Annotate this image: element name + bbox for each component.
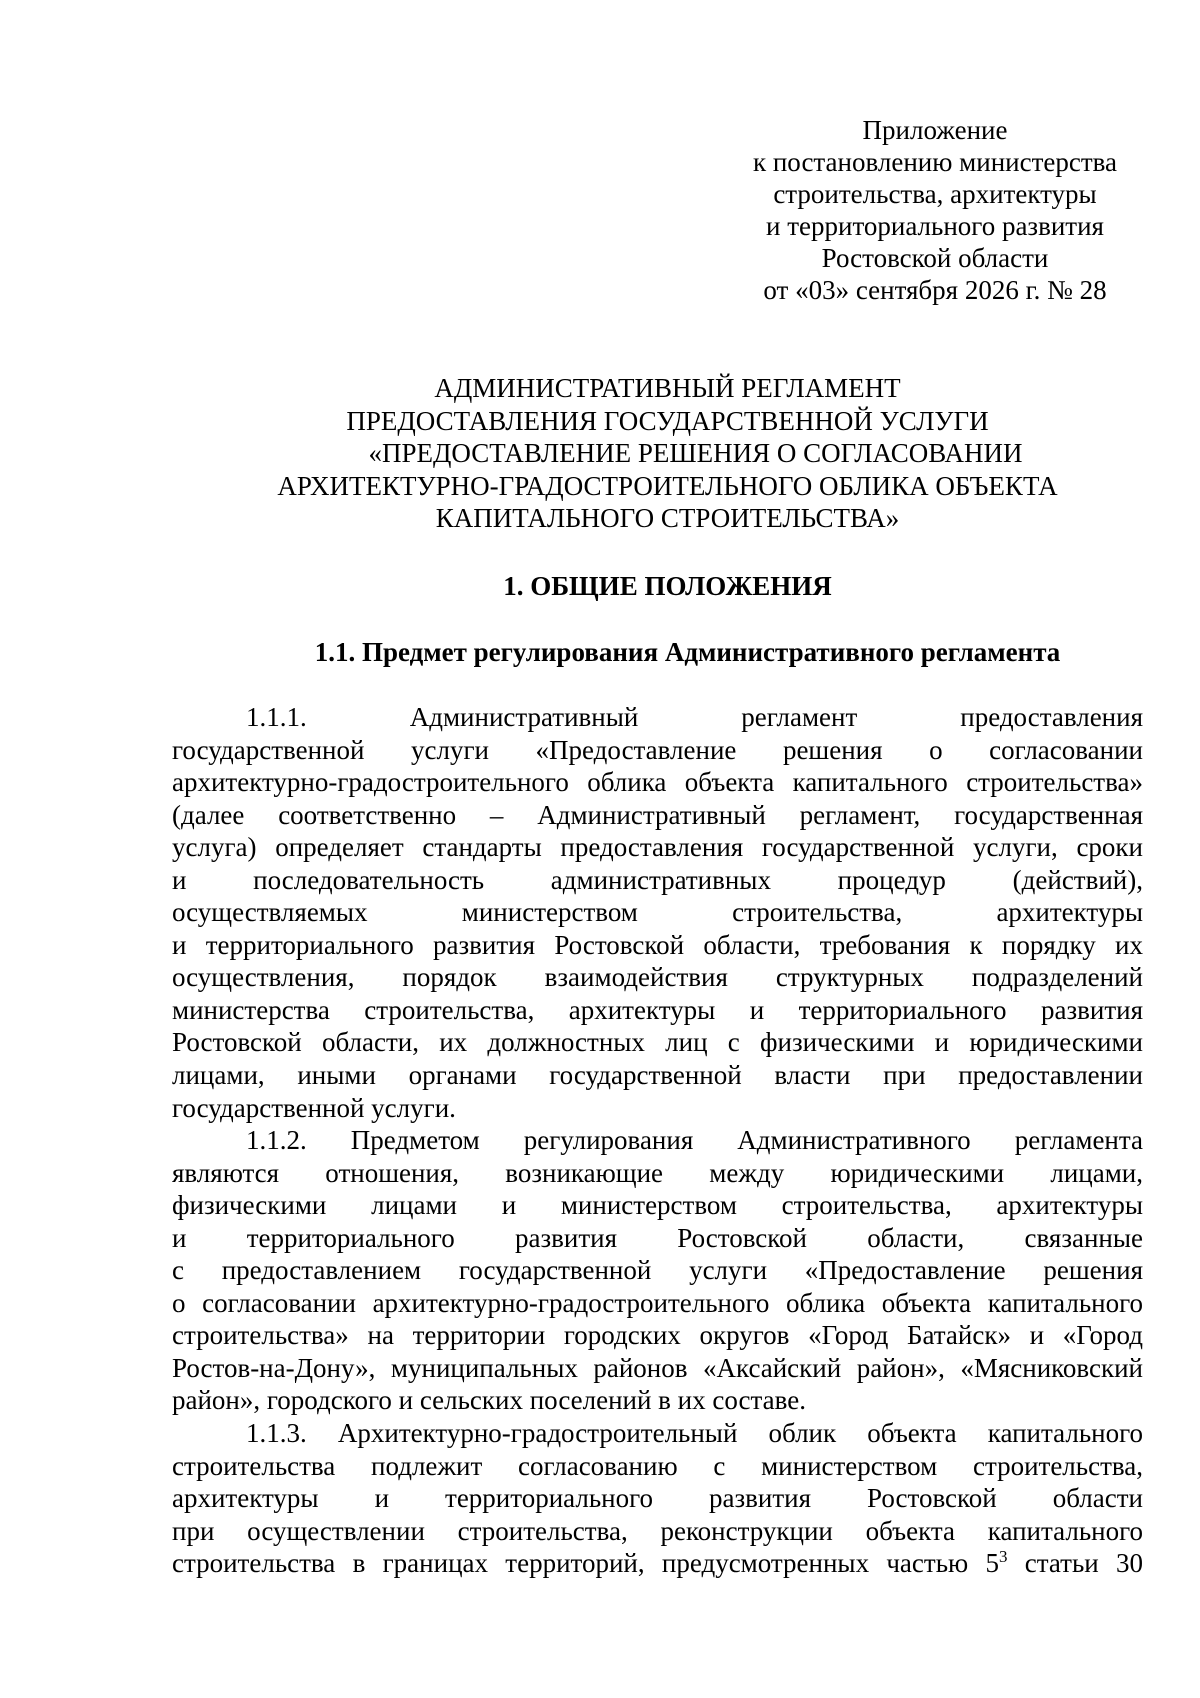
- title-line: АДМИНИСТРАТИВНЫЙ РЕГЛАМЕНТ: [434, 373, 901, 403]
- text-fragment: статьи 30: [1007, 1548, 1143, 1579]
- title-line: АРХИТЕКТУРНО-ГРАДОСТРОИТЕЛЬНОГО ОБЛИКА ОБЪЕКТА: [277, 470, 1058, 501]
- text-line: министерства строительства, архитектуры и территориального развития: [172, 994, 1143, 1025]
- appendix-header: [740, 114, 1130, 306]
- text-line: 1.1.2. Предметом регулирования Административного регламента: [246, 1125, 1143, 1156]
- section-heading: 1. ОБЩИЕ ПОЛОЖЕНИЯ: [503, 571, 832, 601]
- title-line: ПРЕДОСТАВЛЕНИЯ ГОСУДАРСТВЕННОЙ УСЛУГИ: [346, 405, 989, 436]
- text-line: лицами, иными органами государственной власти при предоставлении: [172, 1060, 1143, 1091]
- title-line: КАПИТАЛЬНОГО СТРОИТЕЛЬСТВА»: [435, 503, 900, 533]
- title-line: «ПРЕДОСТАВЛЕНИЕ РЕШЕНИЯ О СОГЛАСОВАНИИ: [368, 438, 1023, 468]
- text-line: строительства» на территории городских округов «Город Батайск» и «Город: [172, 1320, 1143, 1351]
- text-line: Ростов-на-Дону», муниципальных районов «Аксайский район», «Мясниковский: [172, 1352, 1143, 1383]
- text-line: при осуществлении строительства, реконструкции объекта капитального: [172, 1515, 1143, 1546]
- text-line: физическими лицами и министерством строительства, архитектуры: [172, 1190, 1143, 1221]
- text-fragment: строительства в границах территорий, предусмотренных частью 5: [172, 1548, 999, 1579]
- appendix-line: строительства, архитектуры: [773, 179, 1097, 209]
- appendix-line: и территориального развития: [766, 211, 1104, 241]
- text-line: и последовательность административных процедур (действий),: [172, 864, 1143, 895]
- text-line: архитектуры и территориального развития Ростовской области: [172, 1483, 1143, 1514]
- document-title: [170, 372, 1165, 535]
- body-text: [172, 701, 1143, 1580]
- text-line: государственной услуги «Предоставление решения о согласовании: [172, 734, 1143, 765]
- text-line: район», городского и сельских поселений в их составе.: [172, 1385, 806, 1416]
- text-line: Ростовской области, их должностных лиц с физическими и юридическими: [172, 1027, 1143, 1058]
- text-line: осуществления, порядок взаимодействия структурных подразделений: [172, 962, 1143, 993]
- appendix-line: к постановлению министерства: [752, 147, 1118, 177]
- text-line: 1.1.1. Административный регламент предоставления: [246, 702, 1143, 732]
- text-line: (далее соответственно – Административный регламент, государственная: [172, 799, 1143, 830]
- text-line: и территориального развития Ростовской области, требования к порядку их: [172, 929, 1143, 960]
- text-line: государственной услуги.: [172, 1092, 456, 1123]
- subsection-heading: 1.1. Предмет регулирования Административного регламента: [314, 637, 1061, 667]
- text-line: с предоставлением государственной услуги «Предоставление решения: [172, 1255, 1143, 1286]
- text-line: о согласовании архитектурно-градостроительного облика объекта капитального: [172, 1287, 1143, 1318]
- paragraph-1-1-3: [172, 1417, 1143, 1580]
- text-line: и территориального развития Ростовской области, связанные: [172, 1222, 1143, 1253]
- paragraph-1-1-2: [172, 1124, 1143, 1417]
- appendix-date-line: от «03» сентября 2026 г. № 28: [763, 275, 1107, 305]
- appendix-line: Ростовской области: [821, 243, 1049, 273]
- appendix-line: Приложение: [862, 115, 1008, 145]
- text-line: являются отношения, возникающие между юридическими лицами,: [172, 1157, 1143, 1188]
- superscript-number: 3: [998, 1547, 1008, 1567]
- text-line: услуга) определяет стандарты предоставления государственной услуги, сроки: [172, 832, 1143, 863]
- paragraph-1-1-1: [172, 701, 1143, 1124]
- text-line: строительства подлежит согласованию с министерством строительства,: [172, 1450, 1143, 1481]
- text-line: осуществляемых министерством строительства, архитектуры: [172, 897, 1143, 928]
- text-line: 1.1.3. Архитектурно-градостроительный облик объекта капитального: [246, 1418, 1143, 1449]
- text-line: архитектурно-градостроительного облика объекта капитального строительства»: [172, 767, 1143, 798]
- text-line-with-superscript: [172, 1547, 1143, 1580]
